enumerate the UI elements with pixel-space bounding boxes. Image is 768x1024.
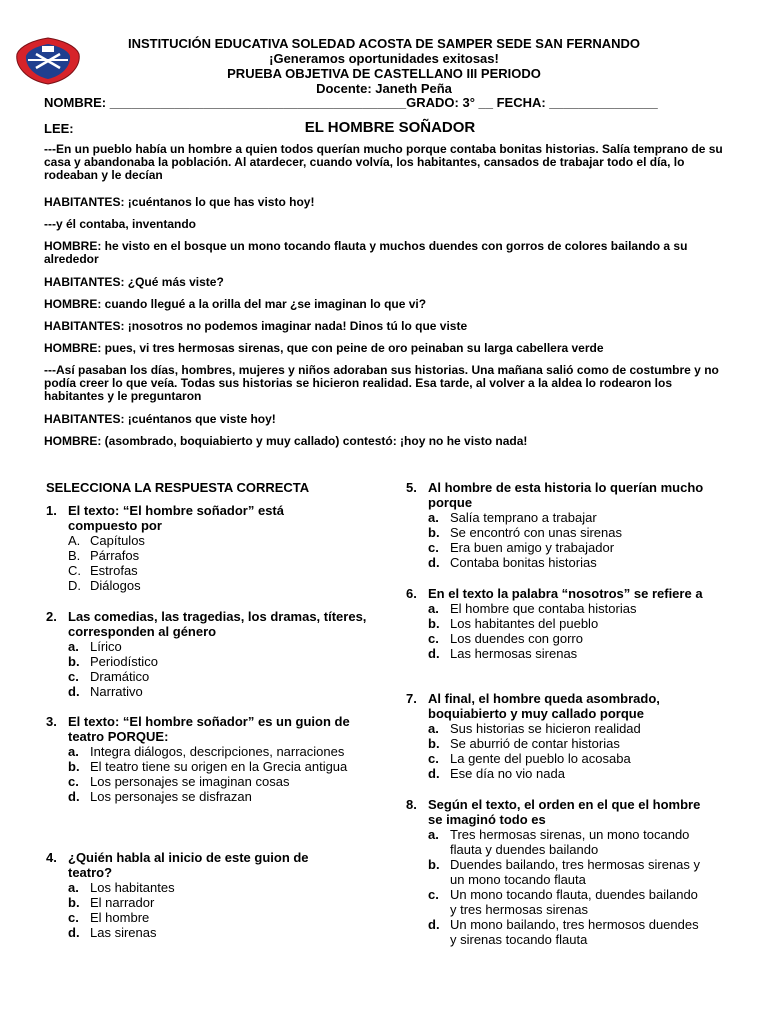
story-paragraph: ---En un pueblo había un hombre a quien todos querían mucho porque contaba bonitas historias. Salía temprano de su casa y abandonaba la población. Al atardecer, cuando volvía, los habitantes, cansados de trabajar todo el día, lo rodeaban y le decían [44,142,723,182]
answer-option[interactable]: c. El hombre [68,910,150,925]
question-3: 3. El texto: “El hombre soñador” es un guion de teatro PORQUE: a. Integra diálogos, descripciones, narraciones b. El teatro tiene su origen en la Grecia antigua c. Los personajes se imaginan cosas d. Los personajes se disfrazan [46,714,356,804]
story-paragraph: ---y él contaba, inventando [44,217,197,231]
answer-option[interactable]: d. Contaba bonitas historias [428,555,597,570]
question-text: En el texto la palabra “nosotros” se refiere a [428,586,703,601]
question-8: 8. Según el texto, el orden en el que el hombre se imaginó todo es a. Tres hermosas sirenas, un mono tocando flauta y duendes bailando b. Duendes bailando, tres hermosas sirenas y un mono tocando flauta c. Un mono tocando flauta, duendes bailando y tres hermosas sirenas d. Un mono bailando, tres hermosos duendes y sirenas tocando flauta [406,797,706,947]
story-paragraph: HABITANTES: ¡nosotros no podemos imaginar nada! Dinos tú lo que viste [44,319,468,333]
answer-option[interactable]: a. Los habitantes [68,880,175,895]
story-paragraph: HOMBRE: (asombrado, boquiabierto y muy callado) contestó: ¡hoy no he visto nada! [44,434,528,448]
question-text: Las comedias, las tragedias, los dramas, títeres, corresponden al género [68,609,367,639]
answer-option[interactable]: b. El teatro tiene su origen en la Grecia antigua [68,759,348,774]
question-7: 7. Al final, el hombre queda asombrado, boquiabierto y muy callado porque a. Sus historias se hicieron realidad b. Se aburrió de contar historias c. La gente del pueblo lo acosaba d. Ese día no vio nada [406,691,726,781]
teacher-name: Docente: Janeth Peña [316,81,452,96]
answer-option[interactable]: d. Un mono bailando, tres hermosos duendes y sirenas tocando flauta [428,917,699,947]
question-5: 5. Al hombre de esta historia lo querían mucho porque a. Salía temprano a trabajar b. Se encontró con unas sirenas c. Era buen amigo y trabajador d. Contaba bonitas historias [406,480,716,570]
story-paragraph: HABITANTES: ¡cuéntanos lo que has visto hoy! [44,195,315,209]
answer-option[interactable]: a. Integra diálogos, descripciones, narraciones [68,744,345,759]
answer-option[interactable]: a. Tres hermosas sirenas, un mono tocando flauta y duendes bailando [428,827,690,857]
story-paragraph: HABITANTES: ¡cuéntanos que viste hoy! [44,412,276,426]
answer-option[interactable]: c. Los personajes se imaginan cosas [68,774,290,789]
question-text: Al final, el hombre queda asombrado, boquiabierto y muy callado porque [428,691,660,721]
question-6: 6. En el texto la palabra “nosotros” se refiere a a. El hombre que contaba historias b. Los habitantes del pueblo c. Los duendes con gorro d. Las hermosas sirenas [406,586,706,661]
answer-option[interactable]: d. Ese día no vio nada [428,766,565,781]
answer-option[interactable]: b. Los habitantes del pueblo [428,616,599,631]
story-paragraph: ---Así pasaban los días, hombres, mujeres y niños adoraban sus historias. Una mañana salió como de costumbre y no podía creer lo que veía. Todas sus historias se hicieron realidad. Esa tarde, al volver a la aldea lo rodearon los habitantes y le preguntaron [44,363,719,403]
story-title: EL HOMBRE SOÑADOR [304,119,476,136]
questions-heading: SELECCIONA LA RESPUESTA CORRECTA [46,480,310,495]
answer-option[interactable]: c. Era buen amigo y trabajador [428,540,615,555]
answer-option[interactable]: C. Estrofas [68,563,138,578]
story-paragraph: HABITANTES: ¿Qué más viste? [44,275,224,289]
institution-name: INSTITUCIÓN EDUCATIVA SOLEDAD ACOSTA DE SAMPER SEDE SAN FERNANDO [127,36,641,51]
story-paragraph: HOMBRE: cuando llegué a la orilla del mar ¿se imaginan lo que vi? [44,297,427,311]
story-paragraph: HOMBRE: pues, vi tres hermosas sirenas, que con peine de oro peinaban su larga cabellera verde [44,341,604,355]
question-text: El texto: “El hombre soñador” está compuesto por [68,503,284,533]
answer-option[interactable]: D. Diálogos [68,578,141,593]
question-text: Según el texto, el orden en el que el hombre se imaginó todo es [428,797,701,827]
answer-option[interactable]: a. El hombre que contaba historias [428,601,637,616]
answer-option[interactable]: d. Los personajes se disfrazan [68,789,252,804]
story-paragraph: HOMBRE: he visto en el bosque un mono tocando flauta y muchos duendes con gorros de colores bailando a su alrededor [44,239,688,266]
answer-option[interactable]: a. Salía temprano a trabajar [428,510,597,525]
question-2: 2. Las comedias, las tragedias, los dramas, títeres, corresponden al género a. Lírico b. Periodístico c. Dramático d. Narrativo [46,609,376,699]
answer-option[interactable]: c. Los duendes con gorro [428,631,583,646]
answer-option[interactable]: b. Se encontró con unas sirenas [428,525,622,540]
answer-option[interactable]: B. Párrafos [68,548,140,563]
answer-option[interactable]: d. Narrativo [68,684,143,699]
exam-title: PRUEBA OBJETIVA DE CASTELLANO III PERIODO [227,66,541,81]
question-text: Al hombre de esta historia lo querían mucho porque [428,480,704,510]
reading-label: LEE: [44,121,74,136]
answer-option[interactable]: b. Duendes bailando, tres hermosas sirenas y un mono tocando flauta [428,857,701,887]
answer-option[interactable]: b. Se aburrió de contar historias [428,736,620,751]
student-info-row: NOMBRE: _________________________________________GRADO: 3° __ FECHA: _______________ [44,95,658,110]
answer-option[interactable]: b. Periodístico [68,654,158,669]
question-1: 1. El texto: “El hombre soñador” está compuesto por A. Capítulos B. Párrafos C. Estrofas D. Diálogos [46,503,356,593]
question-text: ¿Quién habla al inicio de este guion de teatro? [68,850,309,880]
answer-option[interactable]: A. Capítulos [68,533,145,548]
institution-motto: ¡Generamos oportunidades exitosas! [269,51,499,66]
answer-option[interactable]: c. La gente del pueblo lo acosaba [428,751,631,766]
answer-option[interactable]: c. Un mono tocando flauta, duendes bailando y tres hermosas sirenas [428,887,698,917]
answer-option[interactable]: b. El narrador [68,895,155,910]
question-text: El texto: “El hombre soñador” es un guion de teatro PORQUE: [68,714,350,744]
answer-option[interactable]: a. Sus historias se hicieron realidad [428,721,641,736]
answer-option[interactable]: d. Las hermosas sirenas [428,646,578,661]
answer-option[interactable]: d. Las sirenas [68,925,157,940]
answer-option[interactable]: a. Lírico [68,639,122,654]
answer-option[interactable]: c. Dramático [68,669,150,684]
question-4: 4. ¿Quién habla al inicio de este guion de teatro? a. Los habitantes b. El narrador c. El hombre d. Las sirenas [46,850,356,940]
